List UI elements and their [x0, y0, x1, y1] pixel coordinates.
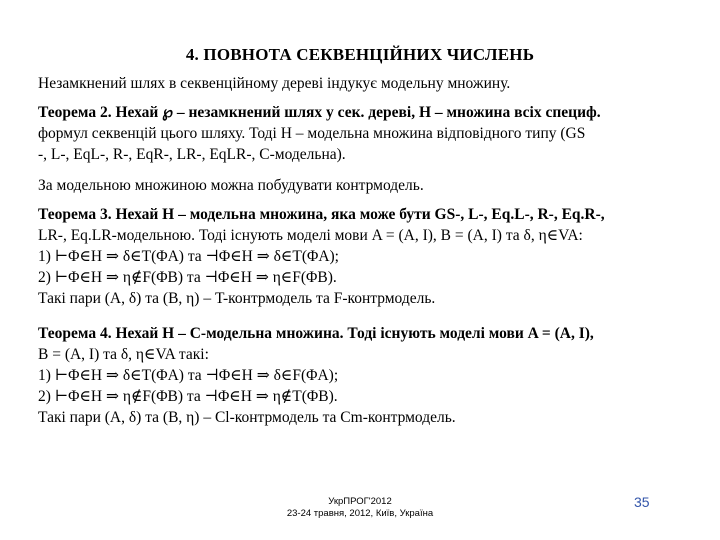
slide-title: 4. ПОВНОТА СЕКВЕНЦІЙНИХ ЧИСЛЕНЬ	[185, 45, 535, 64]
intro-line: Незамкнений шлях в секвенційному дереві індукує модельну множину.	[38, 75, 511, 92]
theorem-2-line-1: Теорема 2. Нехай ℘ – незамкнений шлях у сек. дереві, H – множина всіх специф.	[38, 104, 601, 121]
theorem-4-line-2: B = (A, I) та δ, η∈VA такі:	[38, 346, 209, 363]
theorem-4-item-2: 2) ⊢Φ∈H ⇒ η∉F(ΦB) та ⊣Φ∈H ⇒ η∉T(ΦB).	[38, 388, 338, 405]
theorem-3-line-1: Теорема 3. Нехай H – модельна множина, яка може бути GS-, L-, Eq.L-, R-, Eq.R-,	[38, 206, 605, 223]
footer-conference: УкрПРОГ'2012	[328, 496, 392, 507]
theorem-3-conclusion: Такі пари (A, δ) та (B, η) – T-контрмодель та F-контрмодель.	[38, 290, 436, 307]
countermodel-note: За модельною множиною можна побудувати контрмодель.	[38, 177, 424, 194]
slide-body	[38, 73, 688, 428]
theorem-4-line-1: Теорема 4. Нехай H – C-модельна множина. Тоді існують моделі мови A = (A, I),	[38, 325, 594, 342]
theorem-3-item-2: 2) ⊢Φ∈H ⇒ η∉F(ΦB) та ⊣Φ∈H ⇒ η∈F(ΦB).	[38, 269, 337, 286]
theorem-4-conclusion: Такі пари (A, δ) та (B, η) – Cl-контрмодель та Cm-контрмодель.	[38, 409, 456, 426]
theorem-3-line-2: LR-, Eq.LR-модельною. Тоді існують моделі мови A = (A, I), B = (A, I) та δ, η∈VA:	[38, 227, 583, 244]
theorem-2-line-2: формул секвенцій цього шляху. Тоді H – модельна множина відповідного типу (GS	[38, 125, 586, 142]
theorem-3-item-1: 1) ⊢Φ∈H ⇒ δ∈T(ΦA) та ⊣Φ∈H ⇒ δ∈T(ΦA);	[38, 248, 339, 265]
footer	[240, 496, 480, 520]
theorem-4-item-1: 1) ⊢Φ∈H ⇒ δ∈T(ΦA) та ⊣Φ∈H ⇒ δ∈F(ΦA);	[38, 367, 339, 384]
footer-date-place: 23-24 травня, 2012, Київ, Україна	[286, 508, 434, 519]
theorem-2-line-3: -, L-, EqL-, R-, EqR-, LR-, EqLR-, C-модельна).	[38, 146, 346, 163]
page-number: 35	[634, 494, 650, 510]
